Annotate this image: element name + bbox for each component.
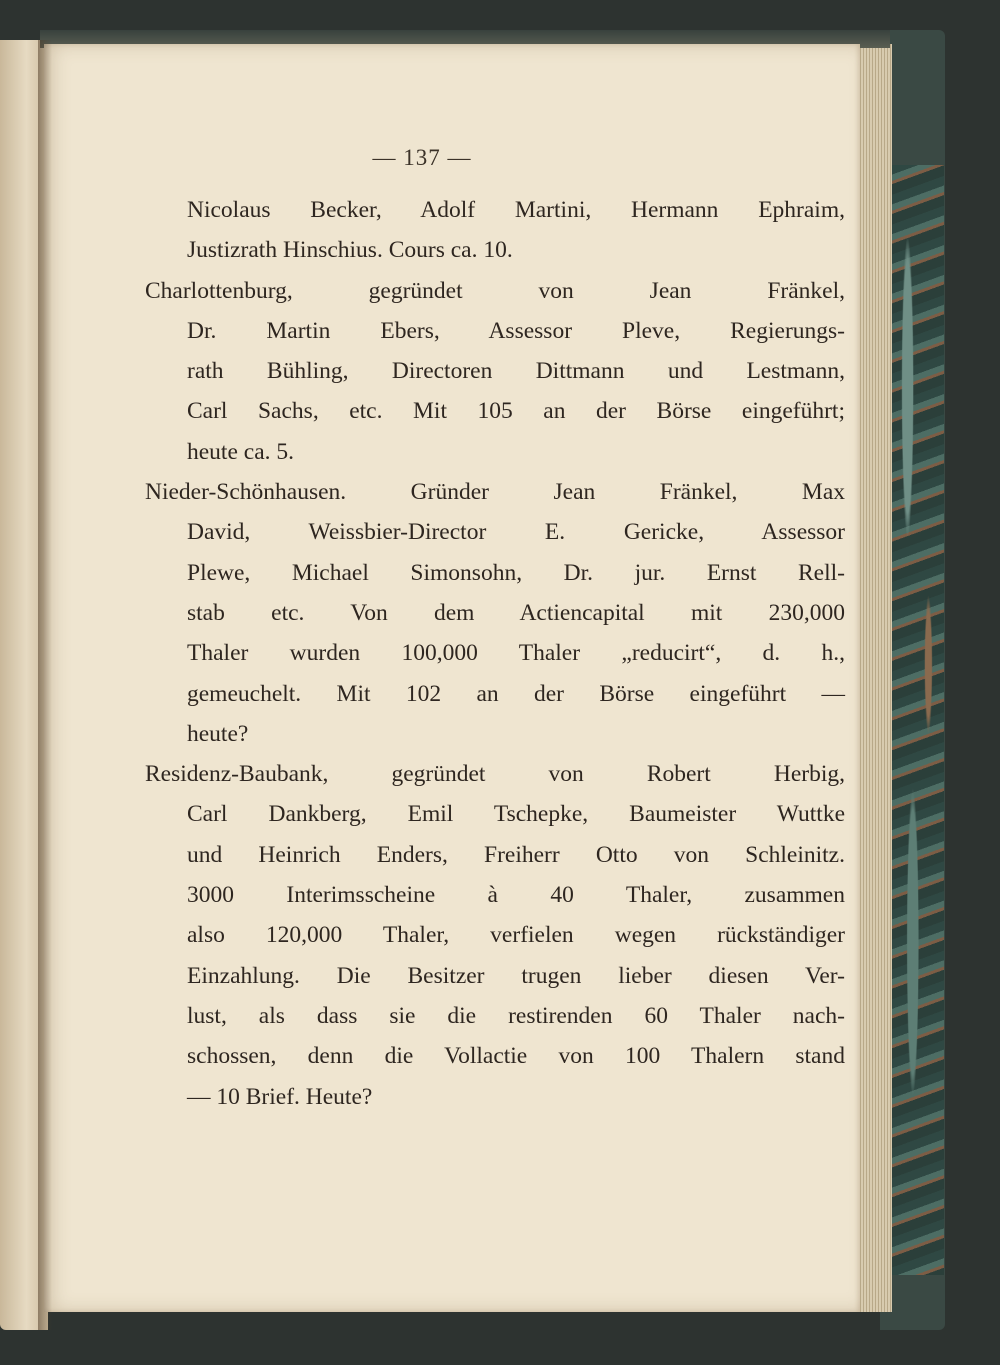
body-text xyxy=(145,190,845,1117)
text-line: und Heinrich Enders, Freiherr Otto von Schleinitz. xyxy=(187,841,845,868)
text-line: Dr. Martin Ebers, Assessor Pleve, Regierungs- xyxy=(187,317,845,344)
text-line: heute? xyxy=(187,720,249,747)
marbled-endpaper xyxy=(892,165,944,1275)
text-line: Residenz-Baubank, gegründet von Robert Herbig, xyxy=(145,761,845,788)
page-gutter-shadow xyxy=(38,40,52,1330)
page-number: — 137 — xyxy=(372,145,472,170)
text-line: lust, als dass sie die restirenden 60 Thaler nach- xyxy=(187,1002,845,1029)
text-line: 3000 Interimsscheine à 40 Thaler, zusammen xyxy=(187,882,845,909)
book-page xyxy=(44,44,860,1312)
page-block-edges xyxy=(858,44,892,1312)
text-line: schossen, denn die Vollactie von 100 Thalern stand xyxy=(187,1043,845,1070)
text-line: Thaler wurden 100,000 Thaler „reducirt“, d. h., xyxy=(187,640,845,667)
text-line: David, Weissbier-Director E. Gericke, Assessor xyxy=(187,519,845,546)
text-line: gemeuchelt. Mit 102 an der Börse eingeführt — xyxy=(187,680,845,707)
text-line: Carl Sachs, etc. Mit 105 an der Börse eingeführt; xyxy=(187,398,845,425)
text-line: Carl Dankberg, Emil Tschepke, Baumeister Wuttke xyxy=(187,801,845,828)
text-line: Nieder-Schönhausen. Gründer Jean Fränkel, Max xyxy=(145,479,845,506)
text-line: Justizrath Hinschius. Cours ca. 10. xyxy=(187,237,513,264)
text-line: stab etc. Von dem Actiencapital mit 230,000 xyxy=(187,599,845,626)
text-line: Charlottenburg, gegründet von Jean Fränkel, xyxy=(145,277,845,304)
text-line: Plewe, Michael Simonsohn, Dr. jur. Ernst Rell- xyxy=(187,559,845,586)
text-line: also 120,000 Thaler, verfielen wegen rückständiger xyxy=(187,922,845,949)
text-line: heute ca. 5. xyxy=(187,438,295,465)
text-line: Einzahlung. Die Besitzer trugen lieber diesen Ver- xyxy=(187,962,845,989)
text-line: — 10 Brief. Heute? xyxy=(187,1083,373,1110)
text-line: rath Bühling, Directoren Dittmann und Lestmann, xyxy=(187,358,845,385)
text-line: Nicolaus Becker, Adolf Martini, Hermann Ephraim, xyxy=(187,197,845,223)
